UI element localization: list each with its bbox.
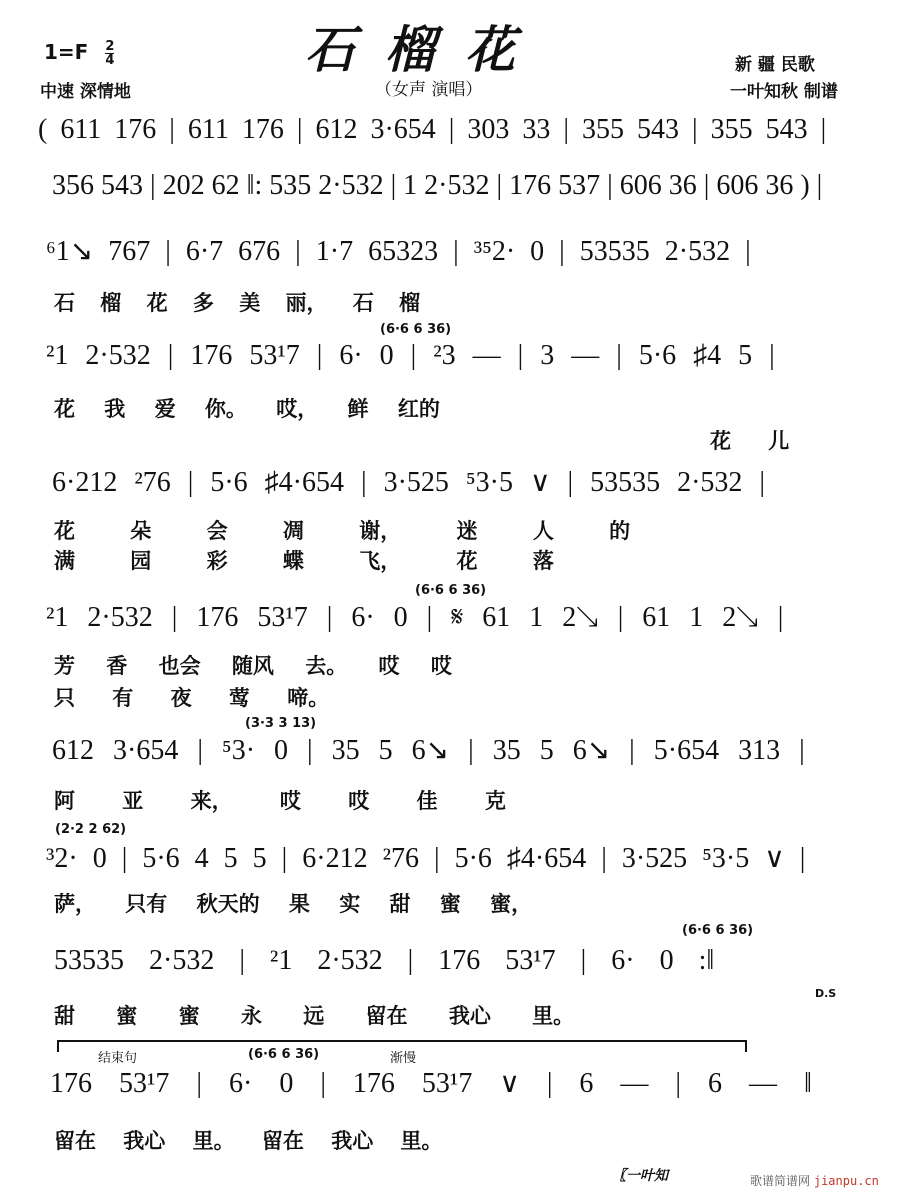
score-line-5: 6·212 ²76 | 5·6 ♯4·654 | 3·525 ⁵3·5 ∨ | 53535 2·532 | (52, 467, 766, 498)
lyrics-line-8: 萨， 只有 秋天的 果 实 甜 蜜 蜜， (54, 892, 533, 916)
lyrics-line-9: 甜 蜜 蜜 永 远 留在 我心 里。 (54, 1004, 575, 1028)
lyrics-line-5: 花 朵 会 凋 谢， 迷 人 的 (54, 519, 631, 543)
grace-notes-4: (6·6 6 36) (380, 322, 452, 337)
score-line-4: ²1 2·532 | 176 53¹7 | 6· 0 | ²3 — | 3 — | 5·6 ♯4 5 | (46, 340, 775, 371)
grace-notes-9: (6·6 6 36) (682, 923, 754, 938)
lyrics-line-7: 阿 亚 来， 哎 哎 佳 克 (54, 789, 506, 813)
signature: 〖一叶知 (612, 1168, 668, 1184)
score-line-9: 53535 2·532 | ²1 2·532 | 176 53¹7 | 6· 0 :‖ (54, 945, 715, 976)
grace-notes-8: (2·2 2 62) (55, 822, 127, 837)
page-title: 石榴花 (305, 21, 545, 79)
key-label: 1=F (44, 40, 89, 64)
key-signature (44, 40, 114, 67)
lyrics-line-6: 芳 香 也会 随风 去。 哎 哎 (54, 654, 452, 678)
tempo-marking: 中速 深情地 (40, 82, 131, 102)
score-line-6: ²1 2·532 | 176 53¹7 | 6· 0 | 𝄋 61 1 2↘ | 61 1 2↘ | (46, 602, 784, 633)
score-line-1: ( 611 176 | 611 176 | 612 3·654 | 303 33 | 355 543 | 355 543 | (38, 114, 827, 145)
grace-notes-7: (3·3 3 13) (245, 716, 317, 731)
arranger-label: 一叶知秋 制谱 (730, 82, 838, 102)
score-line-8: ³2· 0 | 5·6 4 5 5 | 6·212 ²76 | 5·6 ♯4·654 | 3·525 ⁵3·5 ∨ | (46, 843, 806, 874)
score-line-10: 176 53¹7 | 6· 0 | 176 53¹7 ∨ | 6 — | 6 — ‖ (50, 1068, 812, 1099)
origin-label: 新 疆 民歌 (735, 55, 815, 75)
watermark (750, 1172, 879, 1189)
ending-label: 结束句 (98, 1051, 138, 1066)
lyrics-line-4: 花 我 爱 你。 哎， 鲜 红的 (54, 397, 440, 421)
lyrics-line-6b: 只 有 夜 莺 啼。 (54, 686, 330, 710)
time-signature: $\frac{2}{4}$ (105, 39, 115, 68)
grace-notes-6: (6·6 6 36) (415, 583, 487, 598)
score-line-3: ⁶1↘ 767 | 6·7 676 | 1·7 65323 | ³⁵2· 0 | 53535 2·532 | (46, 236, 751, 267)
ritardando-label: 渐慢 (390, 1051, 417, 1066)
lyrics-line-3: 石 榴 花 多 美 丽， 石 榴 (54, 291, 421, 315)
lyrics-line-5b: 满 园 彩 蝶 飞， 花 落 (54, 549, 554, 573)
score-line-7: 612 3·654 | ⁵3· 0 | 35 5 6↘ | 35 5 6↘ | 5·654 313 | (52, 735, 805, 766)
watermark-cn: 歌谱简谱网 (750, 1174, 811, 1188)
lyrics-line-10: 留在 我心 里。 留在 我心 里。 (54, 1129, 443, 1153)
grace-notes-10: (6·6 6 36) (248, 1047, 320, 1062)
score-line-2: 356 543 | 202 62 ‖: 535 2·532 | 1 2·532 | 176 537 | 606 36 | 606 36 ) | (52, 170, 823, 201)
subtitle: （女声 演唱） (375, 80, 483, 100)
dal-segno-mark: D.S (815, 987, 837, 1000)
lyrics-line-4b: 花 儿 (710, 429, 790, 453)
watermark-site: jianpu.cn (813, 1174, 879, 1188)
